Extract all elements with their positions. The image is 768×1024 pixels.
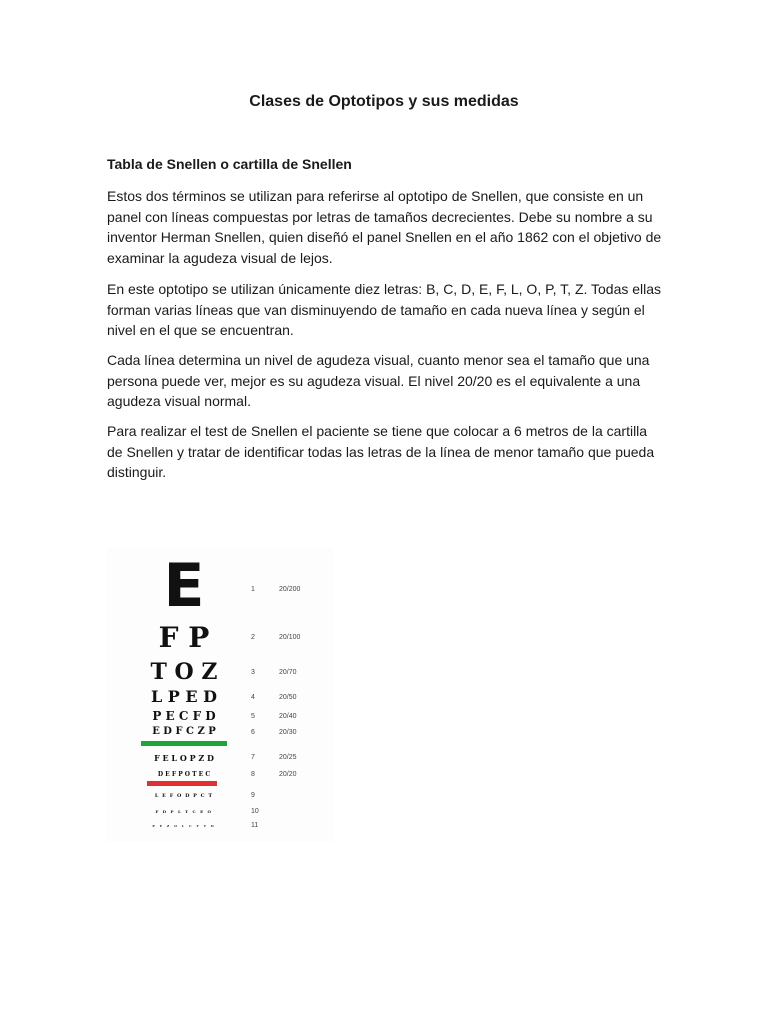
chart-acuity: 20/20 [279, 771, 297, 778]
red-line-bar [147, 781, 217, 786]
chart-letters: P E Z O L C F T D [152, 824, 216, 828]
chart-letters: F P [158, 621, 210, 654]
chart-letters: D E F P O T E C [157, 771, 211, 778]
chart-line-number: 5 [251, 713, 255, 720]
chart-line-number: 8 [251, 771, 255, 778]
chart-letters: L E F O D P C T [154, 793, 214, 799]
snellen-chart-image [107, 548, 333, 842]
paragraph: Estos dos términos se utilizan para referirse al optotipo de Snellen, que consiste en un panel con líneas compuestas por letras de tamaños decrecientes. Debe su nombre a su inventor Herman Snellen, quien diseñó el panel Snellen en el año 1862 con el objetivo de examinar la agudeza visual de lejos. [107, 188, 662, 266]
chart-letters: P E C F D [152, 709, 216, 723]
chart-line-number: 9 [251, 792, 255, 799]
chart-acuity: 20/25 [279, 754, 297, 761]
chart-line-number: 1 [251, 586, 255, 593]
chart-letters: E [163, 551, 205, 621]
chart-line-number: 2 [251, 634, 255, 641]
chart-acuity: 20/40 [279, 713, 297, 720]
paragraph: Cada línea determina un nivel de agudeza visual, cuanto menor sea el tamaño que una persona puede ver, mejor es su agudeza visual. El nivel 20/20 es el equivalente a una agudeza visual normal. [107, 352, 650, 409]
chart-letters: F D P L T C E O [155, 809, 213, 814]
chart-acuity: 20/30 [279, 729, 297, 736]
paragraph: Para realizar el test de Snellen el paciente se tiene que colocar a 6 metros de la cartilla de Snellen y tratar de identificar todas las letras de la línea de menor tamaño que pueda distinguir. [107, 423, 655, 480]
chart-acuity: 20/50 [279, 694, 297, 701]
green-line-bar [141, 741, 227, 746]
chart-letters: F E L O P Z D [154, 753, 214, 763]
chart-letters: L P E D [150, 687, 218, 706]
chart-letters: T O Z [150, 659, 218, 685]
chart-line-number: 11 [251, 822, 259, 829]
section-heading: Tabla de Snellen o cartilla de Snellen [107, 156, 352, 172]
chart-line-number: 10 [251, 808, 259, 815]
chart-acuity: 20/70 [279, 669, 297, 676]
chart-line-number: 6 [251, 729, 255, 736]
chart-line-number: 3 [251, 669, 255, 676]
chart-line-number: 4 [251, 694, 255, 701]
chart-line-number: 7 [251, 754, 255, 761]
paragraph: En este optotipo se utilizan únicamente diez letras: B, C, D, E, F, L, O, P, T, Z. Todas ellas forman varias líneas que van disminuyendo de tamaño en cada nueva línea y según el nivel en el que se encuentran. [107, 281, 662, 338]
chart-letters: E D F C Z P [152, 726, 216, 737]
chart-acuity: 20/100 [279, 634, 301, 641]
document-title: Clases de Optotipos y sus medidas [249, 93, 519, 110]
chart-acuity: 20/200 [279, 586, 301, 593]
